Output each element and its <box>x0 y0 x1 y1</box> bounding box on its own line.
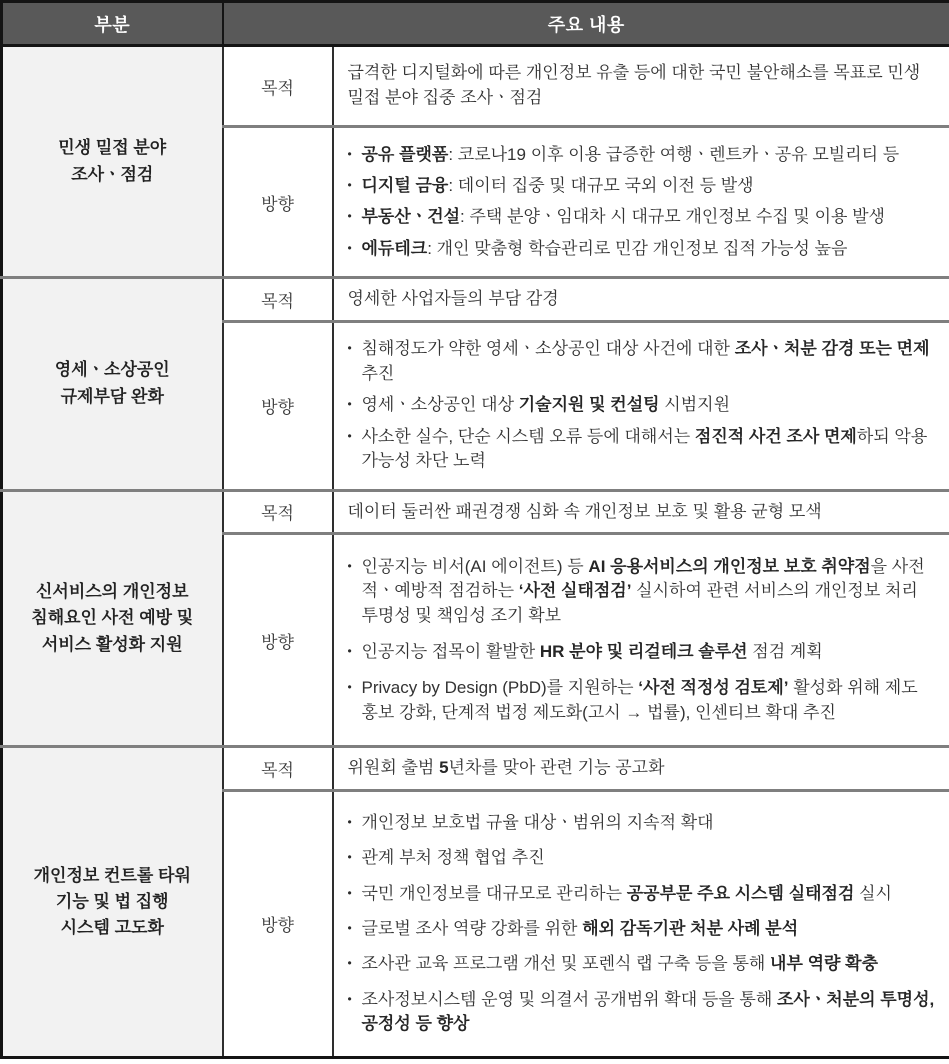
text: 영세한 사업자들의 부담 감경 <box>347 289 559 308</box>
section-title-line: 신서비스의 개인정보 <box>35 581 189 601</box>
text: 추진 <box>361 363 395 383</box>
purpose-text <box>348 55 936 117</box>
text-bold: 부동산ㆍ건설 <box>361 207 461 227</box>
text: : 주택 분양ㆍ임대차 시 대규모 개인정보 수집 및 이용 발생 <box>460 207 885 227</box>
bullet-text <box>362 952 936 977</box>
text: 위원회 출범 <box>347 758 440 778</box>
text: 국민 개인정보를 대규모로 관리하는 <box>361 883 627 903</box>
direction-content-cell <box>333 534 949 747</box>
bullet-item <box>348 393 936 418</box>
section-title-line: 규제부담 완화 <box>60 386 164 406</box>
section-title-cell <box>2 747 223 1058</box>
bullet-item <box>348 425 936 474</box>
bullet-text <box>362 555 936 629</box>
bullet-icon: • <box>347 814 352 829</box>
bullet-text <box>362 237 936 262</box>
text: 데이터 둘러싼 패권경쟁 심화 속 개인정보 보호 및 활용 균형 모색 <box>347 501 822 521</box>
bullet-text <box>362 393 936 418</box>
bullet-item <box>348 811 936 836</box>
bullet-item <box>348 337 936 386</box>
direction-bullet-list <box>348 331 936 481</box>
bullet-text <box>362 143 936 168</box>
purpose-label: 목적 <box>223 747 333 791</box>
text: Privacy by Design (PbD)를 지원하는 <box>361 678 639 698</box>
section-title-line: 시스템 고도화 <box>60 918 164 938</box>
bullet-item <box>348 143 936 168</box>
text: 글로벌 조사 역량 강화를 위한 <box>361 918 583 938</box>
text: 실시하여 관련 서비스의 개인정보 처리 투명성 및 책임성 조기 확보 <box>361 581 918 626</box>
purpose-text <box>348 500 936 525</box>
bullet-text <box>362 676 936 725</box>
section-title-line: 서비스 활성화 지원 <box>41 634 183 654</box>
text-bold: 조사ㆍ처분 감경 또는 면제 <box>734 339 930 359</box>
text-bold: 내부 역량 확충 <box>770 954 878 974</box>
text: 인공지능 비서(AI 에이전트) 등 <box>361 556 589 576</box>
purpose-text <box>348 756 936 781</box>
section-title-line: 침해요인 사전 예방 및 <box>31 608 194 628</box>
direction-bullet-list <box>348 543 936 737</box>
bullet-icon: • <box>347 644 352 659</box>
text: 실시 <box>854 883 892 903</box>
bullet-item <box>348 882 936 907</box>
direction-label: 방향 <box>223 534 333 747</box>
bullet-item <box>348 237 936 262</box>
purpose-label: 목적 <box>223 278 333 322</box>
text: 조사관 교육 프로그램 개선 및 포렌식 랩 구축 등을 통해 <box>361 954 771 974</box>
direction-bullet-list <box>348 800 936 1048</box>
text: 급격한 디지털화에 따른 개인정보 유출 등에 대한 국민 불안해소를 목표로 민생 밀접 분야 집중 조사ㆍ점검 <box>347 63 921 107</box>
text-bold: 조사ㆍ처분의 투명성, 공정성 등 향상 <box>361 989 935 1034</box>
purpose-content-cell <box>333 278 949 322</box>
bullet-text <box>362 988 936 1037</box>
text: 개인정보 보호법 규율 대상ㆍ범위의 지속적 확대 <box>361 812 714 832</box>
bullet-icon: • <box>347 178 352 193</box>
bullet-icon: • <box>347 956 352 971</box>
direction-content-cell <box>333 790 949 1057</box>
text: 점검 계획 <box>747 642 823 662</box>
header-content-column: 주요 내용 <box>223 2 949 46</box>
text-bold: ‘사전 실태점검’ <box>518 581 632 601</box>
section-title-line: 기능 및 법 집행 <box>55 891 169 911</box>
bullet-text <box>362 205 936 230</box>
bullet-item <box>348 988 936 1037</box>
text-bold: ‘사전 적정성 검토제’ <box>638 678 789 698</box>
bullet-text <box>362 640 936 665</box>
text: 시범지원 <box>659 395 730 415</box>
purpose-content-cell <box>333 747 949 791</box>
bullet-icon: • <box>347 920 352 935</box>
section-title-line: 영세ㆍ소상공인 <box>54 360 170 380</box>
section-title-cell <box>2 490 223 747</box>
text-bold: 해외 감독기관 처분 사례 분석 <box>582 918 799 938</box>
text: 을 사전적ㆍ예방적 점검하는 <box>361 556 925 601</box>
bullet-item <box>348 555 936 629</box>
header-part-column: 부분 <box>2 2 223 46</box>
text: 하되 악용 가능성 차단 노력 <box>361 426 928 471</box>
text-bold: AI 응용서비스의 개인정보 보호 취약점 <box>588 556 871 576</box>
table-header <box>2 2 949 46</box>
bullet-icon: • <box>347 428 352 443</box>
bullet-item <box>348 174 936 199</box>
text: 침해정도가 약한 영세ㆍ소상공인 대상 사건에 대한 <box>361 339 735 359</box>
bullet-icon: • <box>347 397 352 412</box>
bullet-item <box>348 952 936 977</box>
text: : 데이터 집중 및 대규모 국외 이전 등 발생 <box>448 176 754 196</box>
section-purpose-row <box>2 278 949 322</box>
purpose-text <box>348 287 936 312</box>
bullet-text <box>362 337 936 386</box>
text: 년차를 맞아 관련 기능 공고화 <box>448 758 665 778</box>
bullet-text <box>362 917 936 942</box>
text-bold: 점진적 사건 조사 면제 <box>694 426 857 446</box>
section-title-line: 개인정보 컨트롤 타워 <box>33 865 191 885</box>
bullet-item <box>348 676 936 725</box>
section-title-cell <box>2 278 223 491</box>
purpose-label: 목적 <box>223 46 333 127</box>
section-purpose-row <box>2 46 949 127</box>
section-title-cell <box>2 46 223 278</box>
bullet-item <box>348 846 936 871</box>
purpose-content-cell <box>333 46 949 127</box>
bullet-text <box>362 425 936 474</box>
text: 사소한 실수, 단순 시스템 오류 등에 대해서는 <box>361 426 695 446</box>
text-bold: 에듀테크 <box>361 238 428 258</box>
bullet-item <box>348 640 936 665</box>
bullet-text <box>362 846 936 871</box>
bullet-text <box>362 174 936 199</box>
bullet-text <box>362 882 936 907</box>
direction-label: 방향 <box>223 321 333 490</box>
bullet-icon: • <box>347 209 352 224</box>
bullet-item <box>348 917 936 942</box>
text-bold: 공공부문 주요 시스템 실태점검 <box>626 883 855 903</box>
direction-content-cell <box>333 321 949 490</box>
direction-label: 방향 <box>223 790 333 1057</box>
text: 조사정보시스템 운영 및 의결서 공개범위 확대 등을 통해 <box>361 989 777 1009</box>
direction-label: 방향 <box>223 127 333 278</box>
bullet-text <box>362 811 936 836</box>
section-purpose-row <box>2 747 949 791</box>
bullet-icon: • <box>347 146 352 161</box>
text: : 개인 맞춤형 학습관리로 민감 개인정보 집적 가능성 높음 <box>427 238 848 258</box>
section-purpose-row <box>2 490 949 534</box>
section-title-line: 조사ㆍ점검 <box>71 164 154 184</box>
bullet-icon: • <box>347 558 352 573</box>
text-bold: 기술지원 및 컨설팅 <box>518 395 660 415</box>
text: 인공지능 접목이 활발한 <box>361 642 540 662</box>
purpose-content-cell <box>333 490 949 534</box>
bullet-icon: • <box>347 850 352 865</box>
bullet-icon: • <box>347 341 352 356</box>
text: 활성화 위해 제도 홍보 강화, 단계적 법정 제도화(고시 → 법률), 인센티브 확대 추진 <box>361 678 918 723</box>
direction-bullet-list <box>348 136 936 268</box>
bullet-icon: • <box>347 680 352 695</box>
text-bold: 공유 플랫폼 <box>361 144 449 164</box>
text-bold: 5 <box>439 758 449 778</box>
text: 영세ㆍ소상공인 대상 <box>361 395 519 415</box>
purpose-label: 목적 <box>223 490 333 534</box>
text: : 코로나19 이후 이용 급증한 여행ㆍ렌트카ㆍ공유 모빌리티 등 <box>448 144 900 164</box>
text-bold: 디지털 금융 <box>361 176 449 196</box>
text: 관계 부처 정책 협업 추진 <box>361 848 545 868</box>
bullet-item <box>348 205 936 230</box>
section-title-line: 민생 밀접 분야 <box>58 138 167 158</box>
bullet-icon: • <box>347 991 352 1006</box>
direction-content-cell <box>333 127 949 278</box>
bullet-icon: • <box>347 885 352 900</box>
bullet-icon: • <box>347 240 352 255</box>
text-bold: HR 분야 및 리걸테크 솔루션 <box>539 642 748 662</box>
table-body <box>2 46 949 1058</box>
